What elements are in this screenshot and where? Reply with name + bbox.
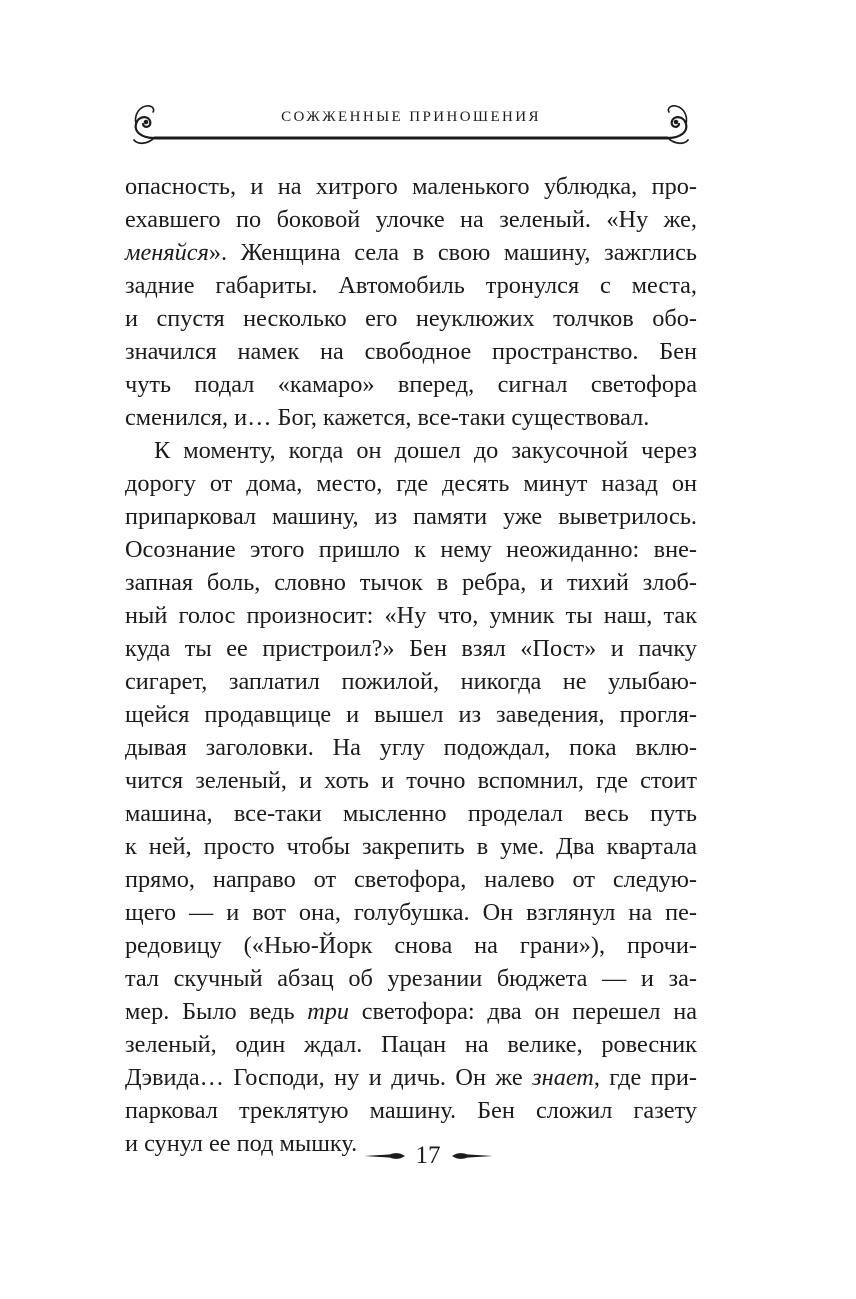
- text-span: мер. Было ведь: [125, 998, 308, 1025]
- right-dash-ornament: [451, 1151, 493, 1161]
- text-line: [125, 170, 697, 203]
- text-span: ный голос произносит: «Ну что, умник ты наш, так: [125, 602, 697, 629]
- text-line: [125, 863, 697, 896]
- running-header: [128, 100, 694, 148]
- text-span: тал скучный абзац об урезании бюджета — и за-: [125, 965, 697, 992]
- text-line: [125, 797, 697, 830]
- text-span: Дэвида… Господи, ну и дичь. Он же: [125, 1064, 533, 1091]
- text-line: [125, 830, 697, 863]
- page-number: 17: [415, 1142, 441, 1169]
- text-line: [125, 599, 697, 632]
- text-line: [125, 269, 697, 302]
- text-span: значился намек на свободное пространство. Бен: [125, 338, 697, 365]
- text-line: [125, 698, 697, 731]
- text-span: и сунул ее под мышку.: [125, 1130, 358, 1157]
- text-span: машина, все-таки мысленно проделал весь путь: [125, 800, 697, 827]
- text-line: [125, 764, 697, 797]
- text-line: [125, 434, 697, 467]
- left-dash-ornament: [364, 1151, 406, 1161]
- text-span: зеленый, один ждал. Пацан на велике, ровесник: [125, 1031, 697, 1058]
- text-span: запная боль, словно тычок в ребра, и тихий злоб-: [125, 569, 697, 596]
- text-line: [125, 467, 697, 500]
- text-line: [125, 1061, 697, 1094]
- text-line: [125, 1028, 697, 1061]
- text-line: [125, 335, 697, 368]
- text-span: задние габариты. Автомобиль тронулся с места,: [125, 272, 697, 299]
- body-text: [125, 170, 697, 1160]
- italic-emphasis: три: [307, 998, 350, 1025]
- text-line: [125, 995, 697, 1028]
- text-line: [125, 632, 697, 665]
- text-span: щего — и вот она, голубушка. Он взглянул на пе-: [125, 899, 697, 926]
- text-span: светофора: два он перешел на: [349, 998, 697, 1025]
- text-span: чуть подал «камаро» вперед, сигнал светофора: [125, 371, 697, 398]
- text-span: ехавшего по боковой улочке на зеленый. «Ну же,: [125, 206, 697, 233]
- text-line: [125, 500, 697, 533]
- text-span: щейся продавщице и вышел из заведения, прогля-: [125, 701, 697, 728]
- text-span: К моменту, когда он дошел до закусочной через: [154, 437, 697, 464]
- text-line: [125, 302, 697, 335]
- text-span: прямо, направо от светофора, налево от следую-: [125, 866, 697, 893]
- text-line: [125, 1094, 697, 1127]
- text-span: сигарет, заплатил пожилой, никогда не улыбаю-: [125, 668, 697, 695]
- text-span: куда ты ее пристроил?» Бен взял «Пост» и пачку: [125, 635, 697, 662]
- text-line: [125, 533, 697, 566]
- text-span: опасность, и на хитрого маленького ублюдка, про-: [125, 173, 697, 200]
- text-line: [125, 962, 697, 995]
- text-line: [125, 929, 697, 962]
- running-title: СОЖЖЕННЫЕ ПРИНОШЕНИЯ: [281, 109, 541, 125]
- italic-emphasis: меняйся: [125, 239, 209, 266]
- text-span: Осознание этого пришло к нему неожиданно: вне-: [125, 536, 697, 563]
- text-span: сменился, и… Бог, кажется, все-таки существовал.: [125, 404, 650, 431]
- italic-emphasis: знает: [532, 1064, 594, 1091]
- text-span: парковал треклятую машину. Бен сложил газету: [125, 1097, 697, 1124]
- text-span: дорогу от дома, место, где десять минут назад он: [125, 470, 697, 497]
- text-span: к ней, просто чтобы закрепить в уме. Два квартала: [125, 833, 697, 860]
- text-span: дывая заголовки. На углу подождал, пока вклю-: [125, 734, 697, 761]
- text-span: ». Женщина села в свою машину, зажглись: [208, 239, 697, 266]
- text-line: [125, 896, 697, 929]
- text-line: [125, 368, 697, 401]
- text-span: и спустя несколько его неуклюжих толчков обо-: [125, 305, 697, 332]
- text-line: [125, 401, 697, 434]
- page-footer: [0, 1136, 856, 1176]
- text-span: припарковал машину, из памяти уже выветрилось.: [125, 503, 697, 530]
- text-line: [125, 665, 697, 698]
- text-span: чится зеленый, и хоть и точно вспомнил, где стоит: [125, 767, 697, 794]
- text-span: , где при-: [593, 1064, 697, 1091]
- text-line: [125, 203, 697, 236]
- text-span: редовицу («Нью-Йорк снова на грани»), прочи-: [125, 932, 697, 959]
- text-line: [125, 236, 697, 269]
- text-line: [125, 731, 697, 764]
- text-line: [125, 566, 697, 599]
